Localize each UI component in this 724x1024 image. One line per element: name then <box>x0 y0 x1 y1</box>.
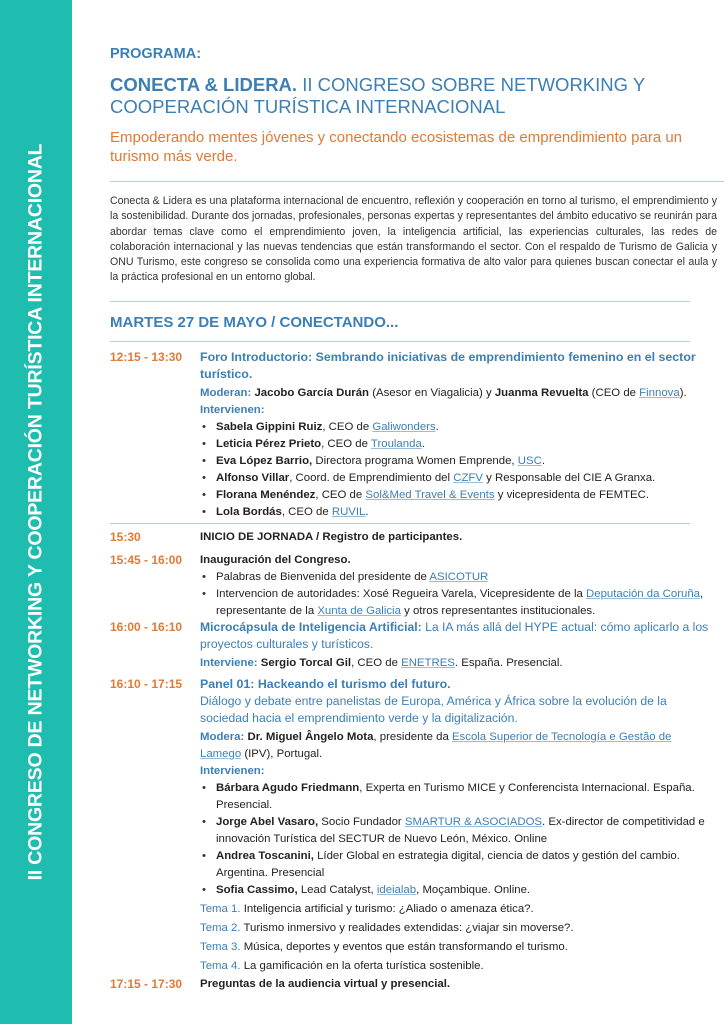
title-rest: II CONGRESO SOBRE NETWORKING Y COOPERACIÓN TURÍSTICA INTERNACIONAL <box>110 74 645 117</box>
speaker-name: Florana Menéndez <box>216 489 316 501</box>
speaker-line <box>200 655 710 672</box>
speaker-name: Lola Bordás <box>216 506 282 518</box>
speaker-name: Leticia Pérez Prieto <box>216 438 322 450</box>
speaker-name: Alfonso Villar <box>216 472 290 484</box>
tema-label: Tema 1. <box>200 903 241 915</box>
session-time: 17:15 - 17:30 <box>110 977 183 991</box>
speaker-role: , Coord. de Emprendimiento del <box>289 472 454 484</box>
sidebar-title: II CONGRESO DE NETWORKING Y COOPERACIÓN TURÍSTICA INTERNACIONAL <box>24 143 47 881</box>
session-time: 15:30 <box>110 530 141 544</box>
speaker-role: . <box>541 455 545 467</box>
speaker-list <box>200 780 710 899</box>
ideialab-link[interactable]: ideialab <box>376 884 417 896</box>
interviene-label: Interviene: <box>200 657 258 669</box>
speaker-role: Líder Global en estrategia digital, ciencia de datos y gestión del cambio. Argentina. Presencial <box>216 850 680 879</box>
moderators <box>200 385 710 402</box>
session-description: Diálogo y debate entre panelistas de Europa, América y África sobre la evolución de la sociedad hacia el emprendimiento verde y la digitalización. <box>200 694 667 725</box>
speaker-role: y Responsable del CIE A Granxa. <box>482 472 656 484</box>
speaker-role: . <box>421 438 425 450</box>
list-item <box>214 814 710 848</box>
speaker-list <box>200 419 710 521</box>
subtitle: Empoderando mentes jóvenes y conectando ecosistemas de emprendimiento para un turismo más verde. <box>110 129 683 165</box>
speaker-role: Directora programa Women Emprende, <box>312 455 518 467</box>
tema-label: Tema 3. <box>200 941 241 953</box>
moderator-role: (IPV), Portugal. <box>241 748 323 760</box>
session-time: 16:10 - 17:15 <box>110 677 183 691</box>
asicotur-link[interactable]: ASICOTUR <box>429 571 489 583</box>
tema-item <box>200 958 710 975</box>
speaker-role: . Ex-director de competitividad e innovación Turística del SECTUR de Nuevo León, México. Online <box>216 816 705 845</box>
item-text: Intervencion de autoridades: Xosé Regueira Varela, Vicepresidente de la <box>216 588 587 600</box>
organization-link[interactable]: Galiwonders <box>372 421 436 433</box>
session-title: INICIO DE JORNADA / Registro de participantes. <box>200 531 463 543</box>
tema-text: Inteligencia artificial y turismo: ¿Aliado o amenaza ética?. <box>240 903 534 915</box>
speaker-name: Bárbara Agudo Friedmann <box>216 782 360 794</box>
moderator-role: (CEO de <box>588 387 640 399</box>
list-item <box>214 419 710 436</box>
session-title: Preguntas de la audiencia virtual y presencial. <box>200 978 451 990</box>
organization-link[interactable]: RUVIL <box>331 506 366 518</box>
title-bold: Microcápsula de Inteligencia Artificial: <box>200 620 422 634</box>
item-text: y otros representantes institucionales. <box>400 605 596 617</box>
divider <box>110 301 690 302</box>
list-item <box>214 882 710 899</box>
list-item <box>214 436 710 453</box>
speaker-name: Sergio Torcal Gil <box>257 657 352 669</box>
programa-label: PROGRAMA: <box>110 46 202 62</box>
finnova-link[interactable]: Finnova <box>639 387 680 399</box>
list-item <box>214 504 710 521</box>
speaker-name: Sabela Gippini Ruiz <box>216 421 323 433</box>
enetres-link[interactable]: ENETRES <box>401 657 455 669</box>
list-item <box>214 487 710 504</box>
speaker-role: . <box>365 506 369 518</box>
smartur-link[interactable]: SMARTUR & ASOCIADOS <box>404 816 543 828</box>
session-title: Panel 01: Hackeando el turismo del futuro. <box>200 677 451 691</box>
moderator-name: Juanma Revuelta <box>494 387 589 399</box>
tema-label: Tema 2. <box>200 922 241 934</box>
list-item <box>214 586 710 620</box>
session-title: Inauguración del Congreso. <box>200 554 351 566</box>
sidebar-band <box>0 0 72 1024</box>
speaker-role: . España. Presencial. <box>454 657 563 669</box>
moderator-role: (Asesor en Viagalicia) y <box>369 387 495 399</box>
speaker-name: Andrea Toscanini, <box>216 850 314 862</box>
divider <box>110 523 690 524</box>
speaker-role: . <box>435 421 439 433</box>
speaker-name: Eva López Barrio, <box>216 455 313 467</box>
escola-link[interactable]: Escola Superior de Tecnología e Gestão de Lamego <box>200 731 672 760</box>
moderator-role: , presidente da <box>373 731 452 743</box>
session-time: 12:15 - 13:30 <box>110 350 183 364</box>
session-title: Foro Introductorio: Sembrando iniciativas de emprendimiento femenino en el sector turístico. <box>200 350 696 381</box>
organization-link[interactable]: CZFV <box>453 472 483 484</box>
speaker-name: Sofia Cassimo, <box>216 884 298 896</box>
speaker-role: , CEO de <box>322 421 373 433</box>
title-bold: CONECTA & LIDERA. <box>110 74 298 95</box>
list-item <box>214 848 710 882</box>
tema-item <box>200 939 710 956</box>
divider <box>110 181 724 182</box>
day-heading: MARTES 27 DE MAYO / CONECTANDO... <box>110 314 399 331</box>
intervienen-label: Intervienen: <box>200 404 265 416</box>
speaker-list <box>200 569 710 620</box>
speaker-role: , Moçambique. Online. <box>416 884 531 896</box>
tema-text: La gamificación en la oferta turística sostenible. <box>240 960 484 972</box>
speaker-role: , CEO de <box>321 438 371 450</box>
punctuation: ). <box>679 387 687 399</box>
speaker-role: Socio Fundador <box>318 816 405 828</box>
organization-link[interactable]: Sol&Med Travel & Events <box>365 489 495 501</box>
item-text: Palabras de Bienvenida del presidente de <box>216 571 430 583</box>
moderator-name: Jacobo García Durán <box>254 387 370 399</box>
speaker-role: y vicepresidenta de FEMTEC. <box>494 489 650 501</box>
moderan-label: Moderan: <box>200 387 252 399</box>
tema-item <box>200 901 710 918</box>
speaker-name: Jorge Abel Vasaro, <box>216 816 319 828</box>
list-item <box>214 780 710 814</box>
speaker-role: , CEO de <box>351 657 402 669</box>
speaker-role: , Experta en Turismo MICE y Conferencista Internacional. España. Presencial. <box>216 782 695 811</box>
header <box>110 46 710 166</box>
title-rest: La IA más allá del HYPE actual: cómo aplicarlo a los proyectos culturales y turísticos. <box>200 620 709 651</box>
intro-paragraph: Conecta & Lidera es una plataforma internacional de encuentro, reflexión y cooperación en torno al turismo, el emprendimiento y la sostenibilidad. Durante dos jornadas, profesionales, personas expertas y representantes del ámbito educativo se reunirán para abordar temas clave como el emprendimiento joven, la inteligencia artificial, las experiencias culturales, las redes de colaboración internacional y las nuevas tendencias que están transformando el sector. Con el respaldo de Turismo de Galicia y ONU Turismo, este congreso se consolida como una experiencia formativa de alto valor para quienes buscan conectar el aula y la práctica profesional en un entorno global. <box>110 195 717 284</box>
organization-link[interactable]: Troulanda <box>370 438 422 450</box>
item-text: , representante de la <box>216 588 704 617</box>
moderator-name: Dr. Miguel Ângelo Mota <box>244 731 374 743</box>
tema-label: Tema 4. <box>200 960 241 972</box>
tema-text: Turismo inmersivo y realidades extendidas: ¿viajar sin moverse?. <box>240 922 574 934</box>
intervienen-label: Intervienen: <box>200 765 265 777</box>
speaker-role: , CEO de <box>281 506 332 518</box>
moderator-line <box>200 729 710 763</box>
organization-link[interactable]: USC <box>517 455 542 467</box>
tema-item <box>200 920 710 937</box>
speaker-role: Lead Catalyst, <box>297 884 377 896</box>
page-title <box>110 74 710 118</box>
list-item <box>214 569 710 586</box>
xunta-link[interactable]: Xunta de Galicia <box>317 605 401 617</box>
list-item <box>214 453 710 470</box>
session-title <box>200 619 710 653</box>
speaker-role: , CEO de <box>315 489 366 501</box>
session-time: 16:00 - 16:10 <box>110 620 183 634</box>
session-time: 15:45 - 16:00 <box>110 553 183 567</box>
deputacion-link[interactable]: Deputación da Coruña <box>586 588 700 600</box>
modera-label: Modera: <box>200 731 245 743</box>
tema-text: Música, deportes y eventos que están transformando el turismo. <box>240 941 568 953</box>
list-item <box>214 470 710 487</box>
divider <box>110 341 690 342</box>
